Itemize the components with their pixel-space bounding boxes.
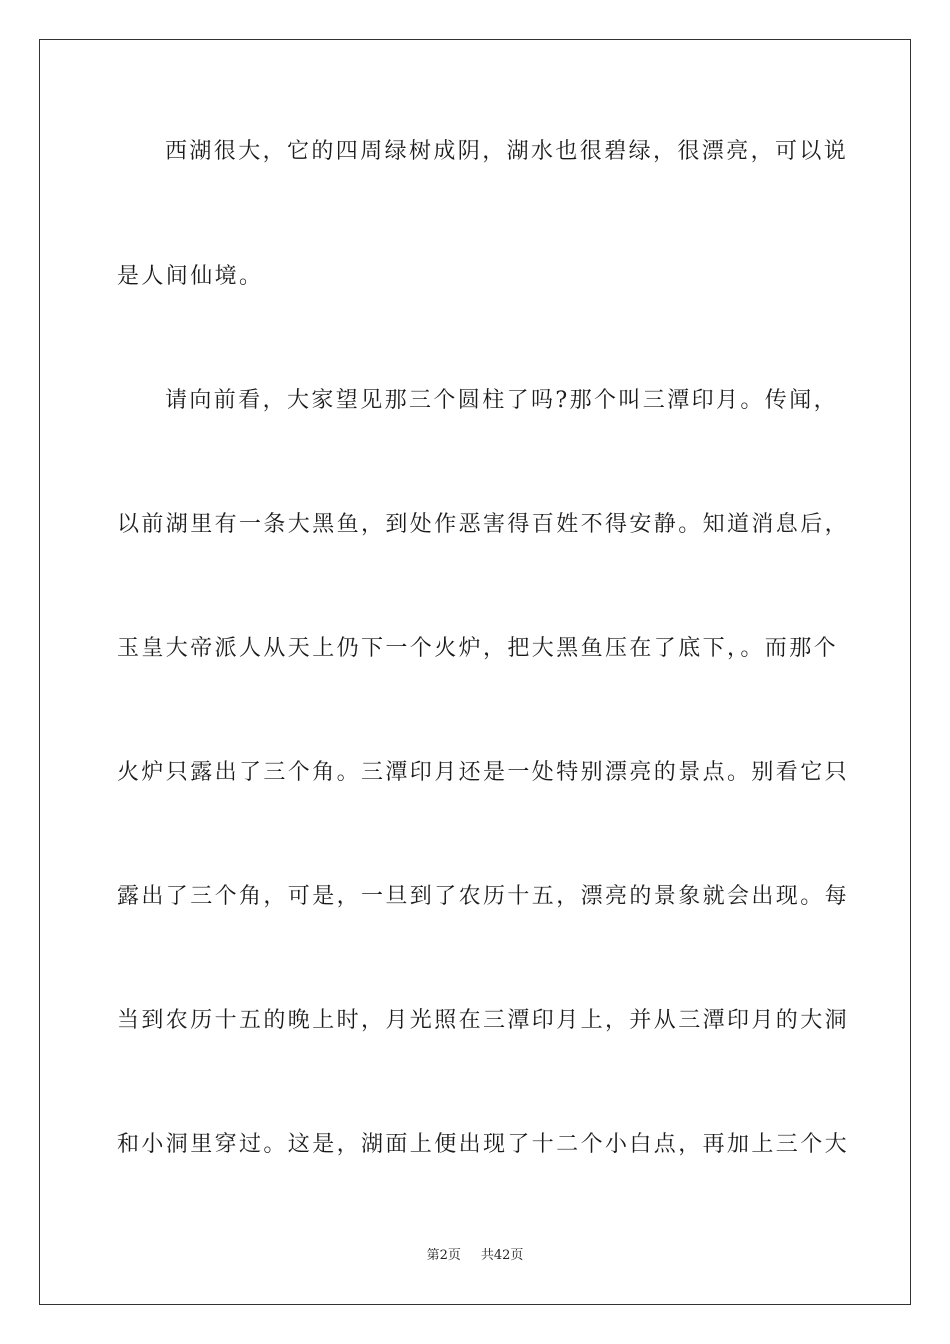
paragraph-2-line-1: 请向前看，大家望见那三个圆柱了吗?那个叫三潭印月。传闻， [165,388,838,413]
page-total: 共42页 [480,1248,524,1263]
page-number: 第2页 [426,1248,461,1263]
page-footer [0,1247,950,1265]
paragraph-2-line-7: 和小洞里穿过。这是，湖面上便出现了十二个小白点，再加上三个大 [117,1132,850,1157]
page-border [39,39,911,1305]
paragraph-2-line-2: 以前湖里有一条大黑鱼，到处作恶害得百姓不得安静。知道消息后， [117,512,850,537]
paragraph-1-line-1: 西湖很大，它的四周绿树成阴，湖水也很碧绿，很漂亮，可以说 [165,139,849,164]
paragraph-2-line-3: 玉皇大帝派人从天上仍下一个火炉，把大黑鱼压在了底下，。而那个 [117,636,839,661]
paragraph-2-line-6: 当到农历十五的晚上时，月光照在三潭印月上，并从三潭印月的大洞 [117,1008,850,1033]
paragraph-2-line-4: 火炉只露出了三个角。三潭印月还是一处特别漂亮的景点。别看它只 [117,760,850,785]
paragraph-1-line-2: 是人间仙境。 [117,264,264,289]
paragraph-2-line-5: 露出了三个角，可是，一旦到了农历十五，漂亮的景象就会出现。每 [117,884,850,909]
